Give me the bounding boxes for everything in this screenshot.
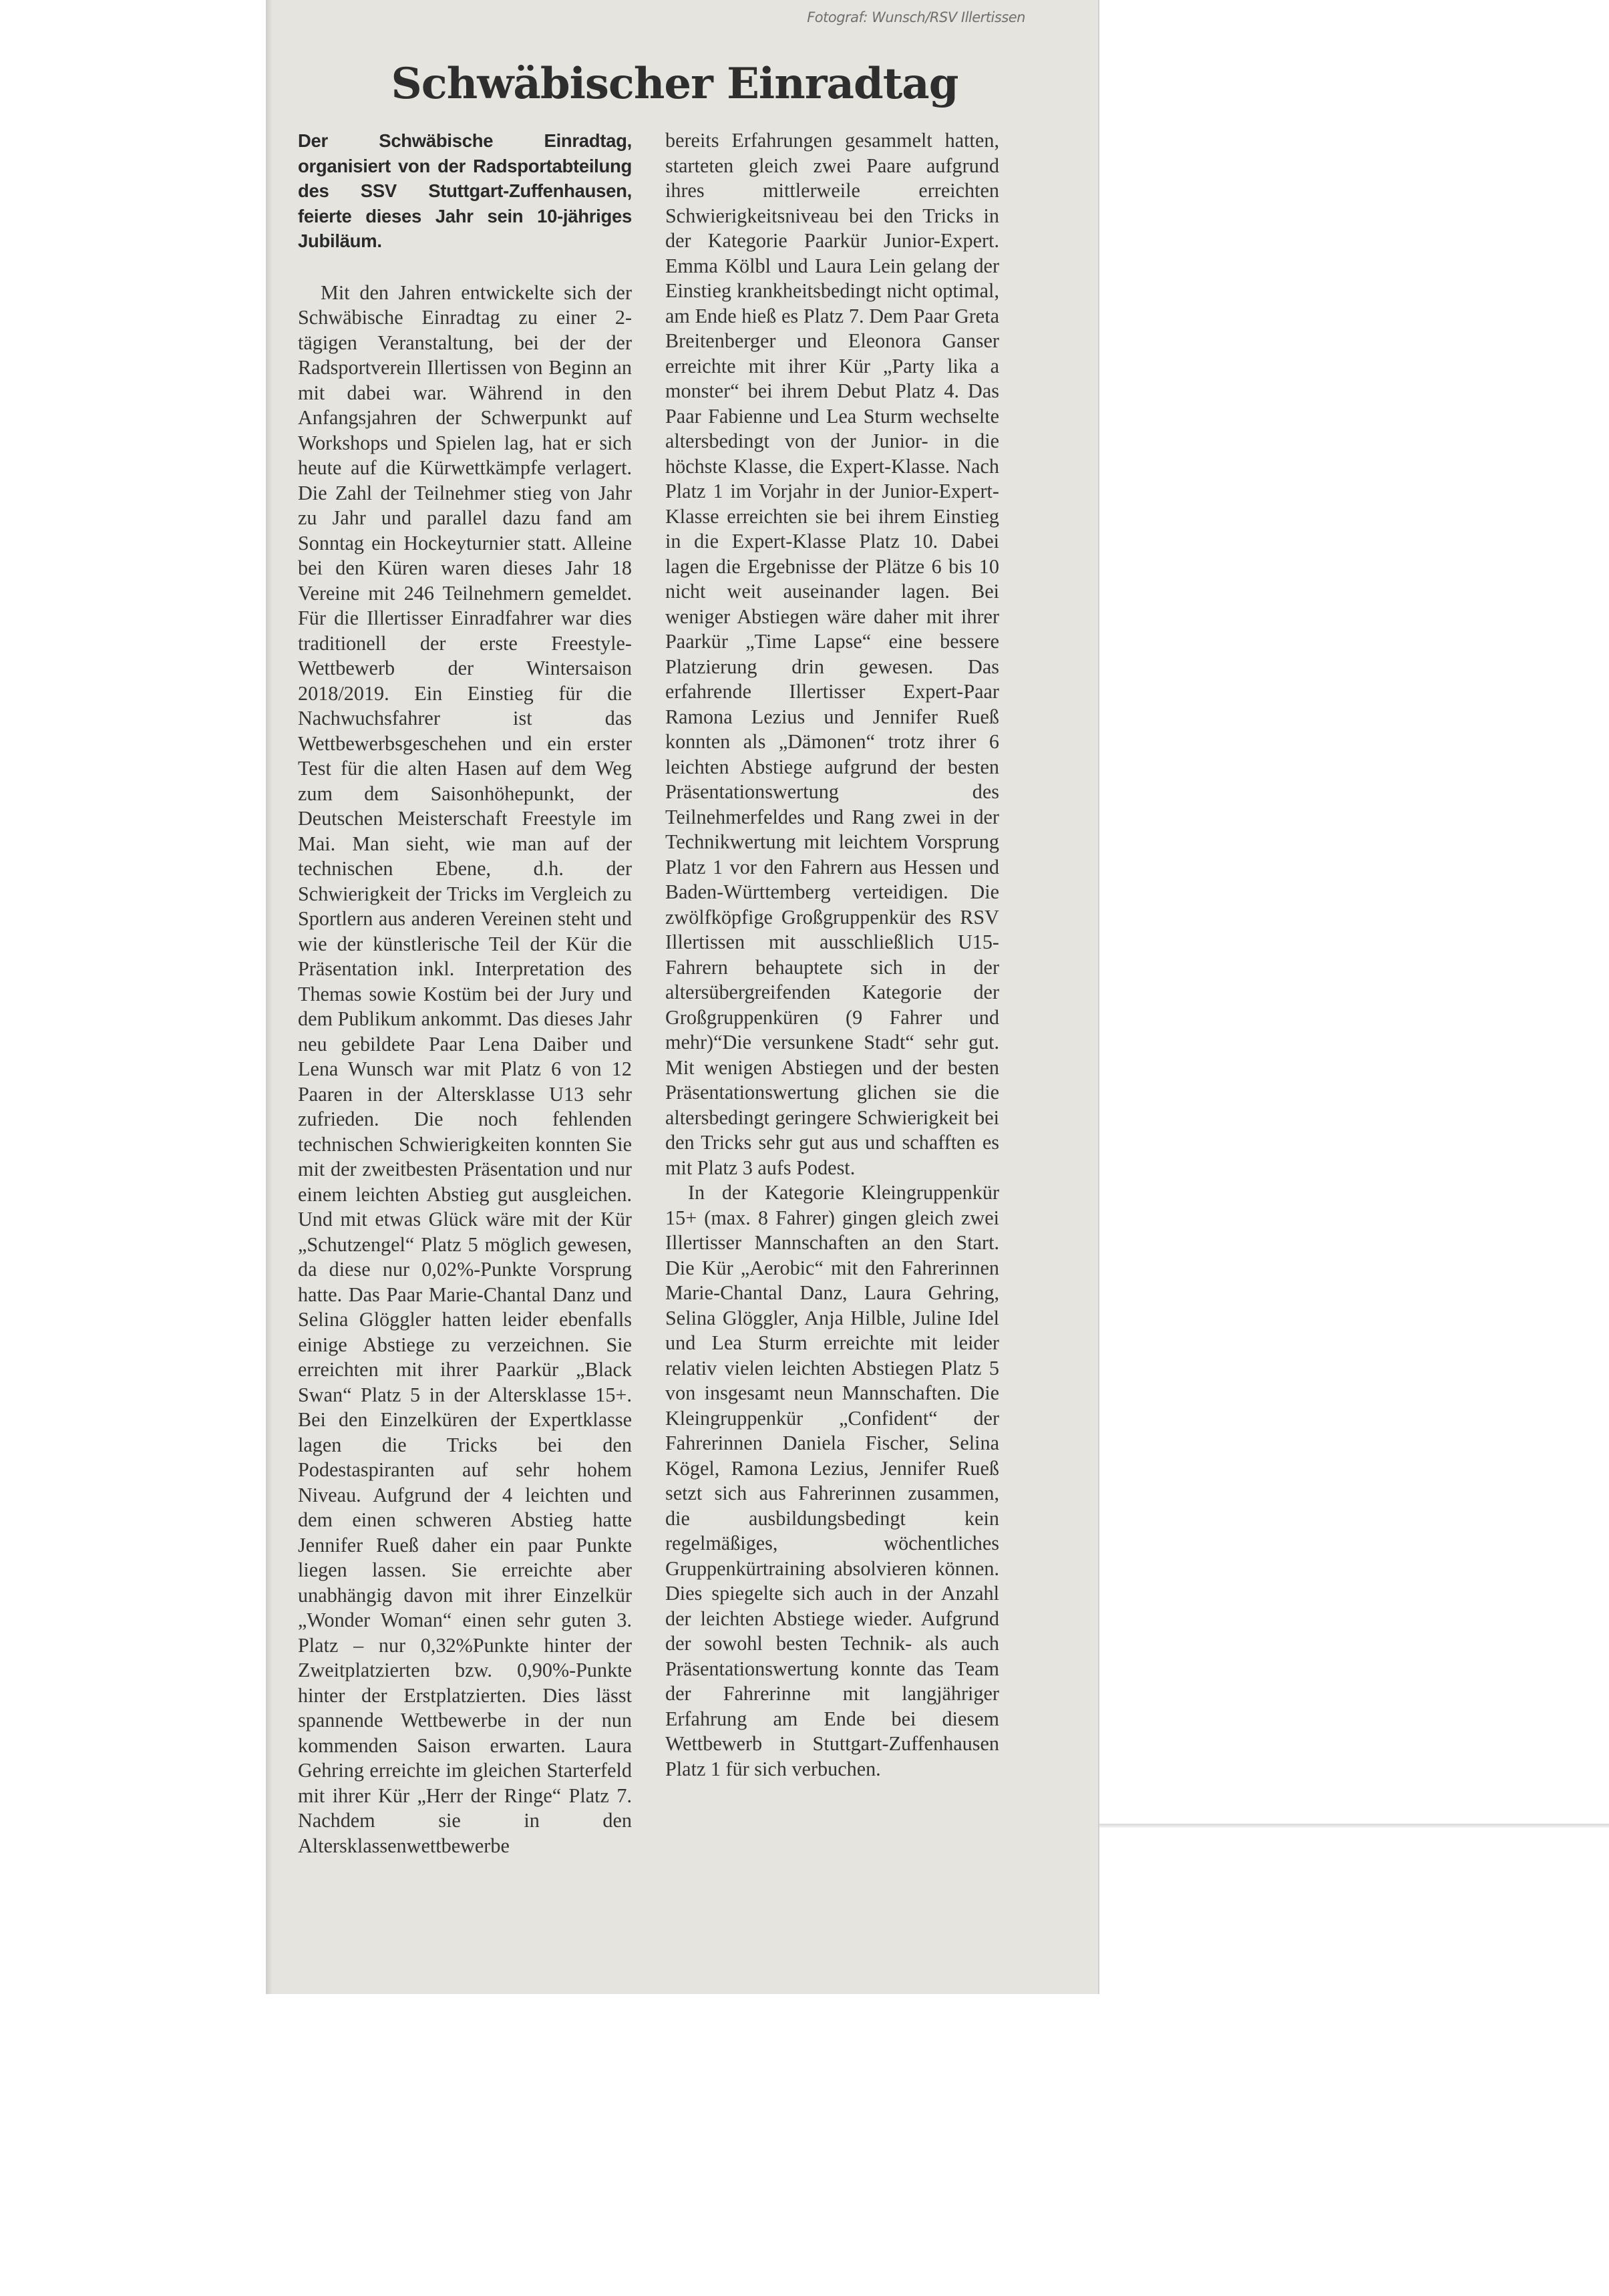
- article-lead: Der Schwäbische Einradtag, organisiert von der Radsportabteilung des SSV Stuttgart-Zuffenhausen, feierte dieses Jahr sein 10-jähriges Jubiläum.: [298, 130, 632, 251]
- lead-spacer: [298, 254, 632, 281]
- article-body-right-2: In der Kategorie Kleingruppenkür 15+ (max. 8 Fahrer) gingen gleich zwei Illertisser Mannschaften an den Start. Die Kür „Aerobic“ mit den Fahrerinnen Marie-Chantal Danz, Laura Gehring, Selina Glöggler, Anja Hilble, Juline Idel und Lea Sturm erreichte mit leider relativ vielen leichten Abstiegen Platz 5 von insgesamt neun Mannschaften. Die Kleingruppenkür „Confident“ der Fahrerinnen Daniela Fischer, Selina Kögel, Ramona Lezius, Jennifer Rueß setzt sich aus Fahrerinnen zusammen, die ausbildungsbedingt kein regelmäßiges, wöchentliches Gruppenkürtraining absolvieren können. Dies spiegelte sich auch in der Anzahl der leichten Abstiege wieder. Aufgrund der sowohl besten Technik- als auch Präsentationswertung konnte das Team der Fahrerinne mit langjähriger Erfahrung am Ende bei diesem Wettbewerb in Stuttgart-Zuffenhausen Platz 1 für sich verbuchen.: [665, 1181, 999, 1780]
- scan-shadow: [1095, 1824, 1609, 1828]
- article-column-left: [298, 128, 632, 1858]
- article-column-right: [665, 128, 999, 1782]
- article-body-left: Mit den Jahren entwickelte sich der Schwäbische Einradtag zu einer 2-tägigen Veranstaltung, bei der der Radsportverein Illertissen von Beginn an mit dabei war. Während in den Anfangsjahren der Schwerpunkt auf Workshops und Spielen lag, hat er sich heute auf die Kürwettkämpfe verlagert. Die Zahl der Teilnehmer stieg von Jahr zu Jahr und parallel dazu fand am Sonntag ein Hockeyturnier statt. Alleine bei den Küren waren dieses Jahr 18 Vereine mit 246 Teilnehmern gemeldet. Für die Illertisser Einradfahrer war dies traditionell der erste Freestyle-Wettbewerb der Wintersaison 2018/2019. Ein Einstieg für die Nachwuchsfahrer ist das Wettbewerbsgeschehen und ein erster Test für die alten Hasen auf dem Weg zum dem Saisonhöhepunkt, der Deutschen Meisterschaft Freestyle im Mai. Man sieht, wie man auf der technischen Ebene, d.h. der Schwierigkeit der Tricks im Vergleich zu Sportlern aus anderen Vereinen steht und wie der künstlerische Teil der Kür die Präsentation inkl. Interpretation des Themas sowie Kostüm bei der Jury und dem Publikum ankommt. Das dieses Jahr neu gebildete Paar Lena Daiber und Lena Wunsch war mit Platz 6 von 12 Paaren in der Altersklasse U13 sehr zufrieden. Die noch fehlenden technischen Schwierigkeiten konnten Sie mit der zweitbesten Präsentation und nur einem leichten Abstieg gut ausgleichen. Und mit etwas Glück wäre mit der Kür „Schutzengel“ Platz 5 möglich gewesen, da diese nur 0,02%-Punkte Vorsprung hatte. Das Paar Marie-Chantal Danz und Selina Glöggler hatten leider ebenfalls einige Abstiege zu verzeichnen. Sie erreichten mit ihrer Paarkür „Black Swan“ Platz 5 in der Altersklasse 15+. Bei den Einzelküren der Expertklasse lagen die Tricks bei den Podestaspiranten auf sehr hohem Niveau. Aufgrund der 4 leichten und dem einen schweren Abstieg hatte Jennifer Rueß daher ein paar Punkte liegen lassen. Sie erreichte aber unabhängig davon mit ihrer Einzelkür „Wonder Woman“ einen sehr guten 3. Platz – nur 0,32%Punkte hinter der Zweitplatzierten bzw. 0,90%-Punkte hinter der Erstplatzierten. Dies lässt spannende Wettbewerbe in der nun kommenden Saison erwarten. Laura Gehring erreichte im gleichen Starterfeld mit ihrer Kür „Herr der Ringe“ Platz 7. Nachdem sie in den Altersklassenwettbewerbe: [298, 281, 632, 1857]
- headline: Schwäbischer Einradtag: [391, 59, 958, 109]
- article-body-right-1: bereits Erfahrungen gesammelt hatten, starteten gleich zwei Paare aufgrund ihres mittlerweile erreichten Schwierigkeitsniveau bei den Tricks in der Kategorie Paarkür Junior-Expert. Emma Kölbl und Laura Lein gelang der Einstieg krankheitsbedingt nicht optimal, am Ende hieß es Platz 7. Dem Paar Greta Breitenberger und Eleonora Ganser erreichte mit ihrer Kür „Party lika a monster“ bei ihrem Debut Platz 4. Das Paar Fabienne und Lea Sturm wechselte altersbedingt von der Junior- in die höchste Klasse, die Expert-Klasse. Nach Platz 1 im Vorjahr in der Junior-Expert-Klasse erreichten sie bei ihrem Einstieg in die Expert-Klasse Platz 10. Dabei lagen die Ergebnisse der Plätze 6 bis 10 nicht weit auseinander lagen. Bei weniger Abstiegen wäre daher mit ihrer Paarkür „Time Lapse“ eine bessere Platzierung drin gewesen. Das erfahrende Illertisser Expert-Paar Ramona Lezius und Jennifer Rueß konnten als „Dämonen“ trotz ihrer 6 leichten Abstiege aufgrund der besten Präsentationswertung des Teilnehmerfeldes und Rang zwei in der Technikwertung mit leichtem Vorsprung Platz 1 vor den Fahrern aus Hessen und Baden-Württemberg verteidigen. Die zwölfköpfige Großgruppenkür des RSV Illertissen mit ausschließlich U15-Fahrern behauptete sich in der altersübergreifenden Kategorie der Großgruppenküren (9 Fahrer und mehr)“Die versunkene Stadt“ sehr gut. Mit wenigen Abstiegen und der besten Präsentationswertung glichen sie die altersbedingt geringere Schwierigkeit bei den Tricks sehr gut aus und schafften es mit Platz 3 aufs Podest.: [665, 129, 999, 1179]
- photo-credit: Fotograf: Wunsch/RSV Illertissen: [807, 9, 1025, 25]
